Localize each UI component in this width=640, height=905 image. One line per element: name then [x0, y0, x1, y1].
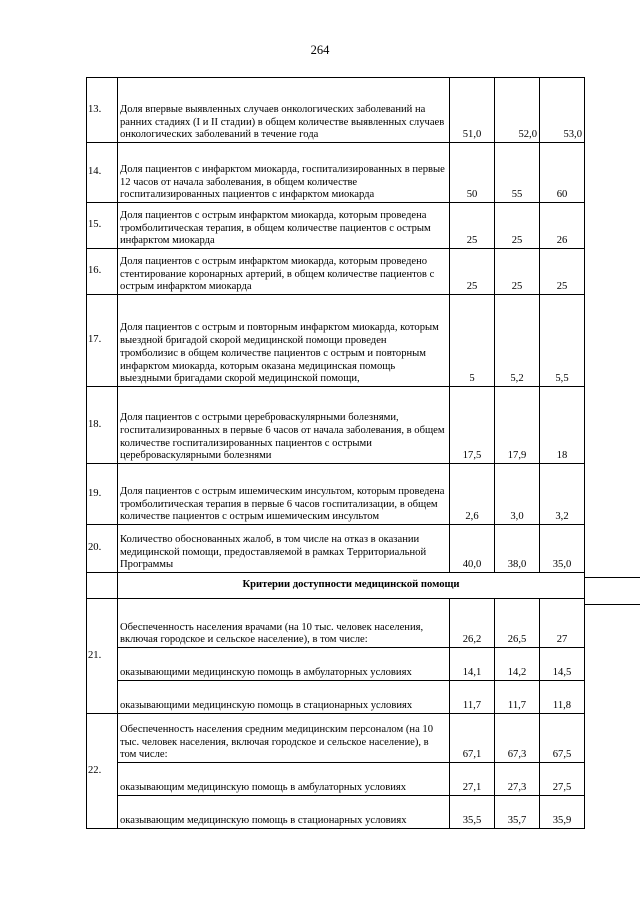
table-row: [87, 648, 585, 681]
value-year-2: 26,5: [495, 599, 540, 648]
row-number: 20.: [87, 525, 118, 573]
table-row: [87, 78, 585, 143]
row-number: 16.: [87, 249, 118, 295]
value-year-1: 35,5: [450, 796, 495, 829]
value-year-2: 27,3: [495, 763, 540, 796]
row-number: 22.: [87, 714, 118, 829]
indicator-text: Доля пациентов с острым инфарктом миокарда, которым проведено стентирование коронарных артерий, в общем количестве пациентов с острым инфарктом миокарда: [118, 249, 450, 295]
indicator-text: Доля пациентов с острыми цереброваскулярными болезнями, госпитализированных в первые 6 часов от начала заболевания, в общем количестве госпитализированных пациентов с острыми цереброваскулярными болезнями: [118, 387, 450, 464]
value-year-2: 52,0: [495, 78, 540, 143]
table-row: [87, 763, 585, 796]
indicator-text: оказывающими медицинскую помощь в амбулаторных условиях: [118, 648, 450, 681]
table-row: [87, 203, 585, 249]
value-year-1: 67,1: [450, 714, 495, 763]
row-number: 15.: [87, 203, 118, 249]
value-year-1: 14,1: [450, 648, 495, 681]
table-row: [87, 143, 585, 203]
value-year-3: 11,8: [540, 681, 585, 714]
value-year-3: 25: [540, 249, 585, 295]
value-year-3: 26: [540, 203, 585, 249]
value-year-1: 27,1: [450, 763, 495, 796]
value-year-2: 35,7: [495, 796, 540, 829]
indicator-text: Обеспеченность населения врачами (на 10 тыс. человек населения, включая городское и сельское население), в том числе:: [118, 599, 450, 648]
table-row: [87, 387, 585, 464]
value-year-1: 11,7: [450, 681, 495, 714]
value-year-3: 35,9: [540, 796, 585, 829]
value-year-2: 55: [495, 143, 540, 203]
section-title: Критерии доступности медицинской помощи: [118, 573, 585, 599]
value-year-2: 17,9: [495, 387, 540, 464]
value-year-3: 67,5: [540, 714, 585, 763]
value-year-1: 40,0: [450, 525, 495, 573]
indicator-text: Доля пациентов с инфарктом миокарда, госпитализированных в первые 12 часов от начала заболевания, в общем количестве госпитализированных пациентов с инфарктом миокарда: [118, 143, 450, 203]
value-year-1: 17,5: [450, 387, 495, 464]
row-number: 21.: [87, 599, 118, 714]
value-year-3: 53,0: [540, 78, 585, 143]
table-row: [87, 525, 585, 573]
table-row: [87, 796, 585, 829]
table-row: [87, 464, 585, 525]
value-year-3: 3,2: [540, 464, 585, 525]
indicator-text: оказывающими медицинскую помощь в стационарных условиях: [118, 681, 450, 714]
table-row: [87, 249, 585, 295]
table-row: [87, 681, 585, 714]
value-year-1: 25: [450, 249, 495, 295]
value-year-1: 5: [450, 295, 495, 387]
page-number: 264: [310, 43, 330, 57]
section-spacer: [87, 573, 118, 599]
indicator-text: Доля впервые выявленных случаев онкологических заболеваний на ранних стадиях (I и II стадии) в общем количестве выявленных случаев онкологических заболеваний в течение года: [118, 78, 450, 143]
row-number: 14.: [87, 143, 118, 203]
value-year-1: 25: [450, 203, 495, 249]
value-year-3: 27: [540, 599, 585, 648]
row-number: 18.: [87, 387, 118, 464]
indicator-text: оказывающим медицинскую помощь в стационарных условиях: [118, 796, 450, 829]
value-year-2: 25: [495, 203, 540, 249]
table-row: [87, 295, 585, 387]
value-year-3: 27,5: [540, 763, 585, 796]
indicator-text: Доля пациентов с острым и повторным инфарктом миокарда, которым выездной бригадой скорой медицинской помощи проведен тромболизис в общем количестве пациентов с острым и повторным инфарктом миокарда, которым оказана медицинская помощь выездными бригадами скорой медицинской помощи,: [118, 295, 450, 387]
indicator-text: Обеспеченность населения средним медицинским персоналом (на 10 тыс. человек населения, включая городское и сельское население), в том числе:: [118, 714, 450, 763]
section-row: [87, 573, 585, 599]
value-year-3: 35,0: [540, 525, 585, 573]
criteria-table: [86, 77, 585, 829]
table-row: [87, 599, 585, 648]
value-year-2: 11,7: [495, 681, 540, 714]
value-year-3: 5,5: [540, 295, 585, 387]
row-number: 13.: [87, 78, 118, 143]
value-year-2: 14,2: [495, 648, 540, 681]
indicator-text: Количество обоснованных жалоб, в том числе на отказ в оказании медицинской помощи, предоставляемой в рамках Территориальной Программы: [118, 525, 450, 573]
value-year-3: 18: [540, 387, 585, 464]
value-year-2: 38,0: [495, 525, 540, 573]
row-number: 17.: [87, 295, 118, 387]
indicator-text: оказывающим медицинскую помощь в амбулаторных условиях: [118, 763, 450, 796]
row-number: 19.: [87, 464, 118, 525]
table-row: [87, 714, 585, 763]
value-year-2: 5,2: [495, 295, 540, 387]
value-year-2: 67,3: [495, 714, 540, 763]
value-year-1: 51,0: [450, 78, 495, 143]
value-year-2: 25: [495, 249, 540, 295]
indicator-text: Доля пациентов с острым инфарктом миокарда, которым проведена тромболитическая терапия, в общем количестве пациентов с острым инфарктом миокарда: [118, 203, 450, 249]
section-row-extension: [584, 577, 640, 605]
value-year-1: 50: [450, 143, 495, 203]
value-year-1: 2,6: [450, 464, 495, 525]
value-year-3: 14,5: [540, 648, 585, 681]
indicator-text: Доля пациентов с острым ишемическим инсультом, которым проведена тромболитическая терапия в первые 6 часов госпитализации, в общем количестве пациентов с острым ишемическим инсультом: [118, 464, 450, 525]
value-year-2: 3,0: [495, 464, 540, 525]
value-year-3: 60: [540, 143, 585, 203]
value-year-1: 26,2: [450, 599, 495, 648]
